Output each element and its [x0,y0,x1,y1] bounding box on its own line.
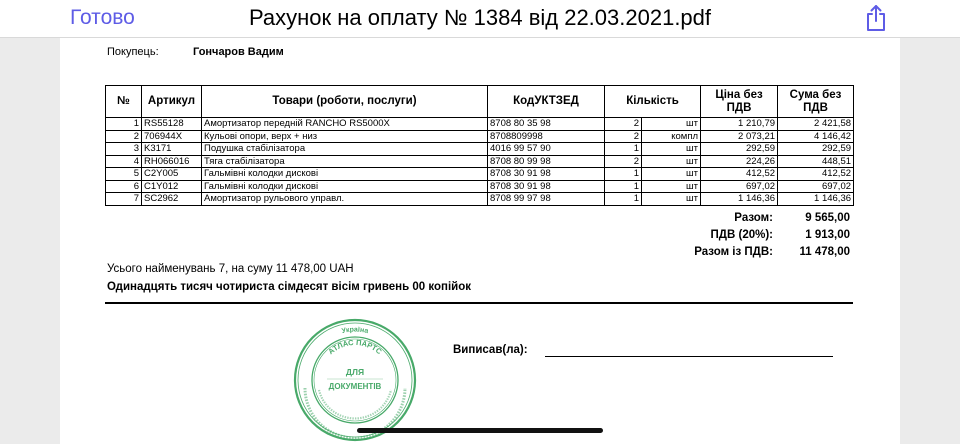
total-with-vat-value: 11 478,00 [799,246,850,258]
cell-no: 5 [106,168,142,181]
table-row [106,130,854,143]
cell-qty: 1 [605,193,642,206]
cell-qty: 2 [605,118,642,131]
cell-code: 4016 99 57 90 [488,143,605,156]
cell-no: 4 [106,155,142,168]
header-sum: Сума без ПДВ [778,86,854,118]
cell-article: SC2962 [142,193,202,206]
cell-no: 6 [106,180,142,193]
cell-price: 1 210,79 [701,118,778,131]
stamp-center-line2: ДОКУМЕНТІВ [328,382,382,391]
cell-sum: 697,02 [778,180,854,193]
cell-article: C2Y005 [142,168,202,181]
cell-unit: шт [642,180,701,193]
invoice-table [105,85,854,206]
header-goods: Товари (роботи, послуги) [202,86,488,118]
total-with-vat-label: Разом із ПДВ: [694,246,773,258]
cell-sum: 4 146,42 [778,130,854,143]
cell-qty: 1 [605,143,642,156]
done-button[interactable]: Готово [70,6,135,29]
cell-price: 697,02 [701,180,778,193]
header-no: № [106,86,142,118]
cell-sum: 2 421,58 [778,118,854,131]
cell-sum: 448,51 [778,155,854,168]
cell-article: C1Y012 [142,180,202,193]
cell-goods: Амортизатор рульового управл. [202,193,488,206]
vat-row [620,227,850,244]
total-label: Разом: [734,212,773,224]
stamp-top-text [341,326,369,335]
cell-code: 8708 80 35 98 [488,118,605,131]
cell-goods: Кульові опори, верх + низ [202,130,488,143]
stamp-ring-text-path: АТЛАС ПАРТС [326,337,384,357]
cell-article: 706944X [142,130,202,143]
cell-unit: шт [642,155,701,168]
vat-value: 1 913,00 [805,229,850,241]
header-code: КодУКТЗЕД [488,86,605,118]
buyer-label: Покупець: [107,46,159,58]
amount-in-words: Одинадцять тисяч чотириста сімдесят вісім гривень 00 копійок [107,281,472,293]
table-header-row [106,86,854,118]
cell-goods: Подушка стабілізатора [202,143,488,156]
cell-qty: 2 [605,130,642,143]
totals-block [620,210,850,261]
cell-no: 2 [106,130,142,143]
cell-article: RS55128 [142,118,202,131]
cell-goods: Амортизатор передній RANCHO RS5000X [202,118,488,131]
cell-sum: 292,59 [778,143,854,156]
items-summary: Усього найменувань 7, на суму 11 478,00 UAH [107,263,354,275]
cell-price: 224,26 [701,155,778,168]
cell-code: 8708809998 [488,130,605,143]
cell-price: 412,52 [701,168,778,181]
vat-label: ПДВ (20%): [710,229,773,241]
cell-article: K3171 [142,143,202,156]
signature-label: Виписав(ла): [453,344,528,356]
cell-sum: 412,52 [778,168,854,181]
cell-code: 8708 30 91 98 [488,180,605,193]
cell-code: 8708 80 99 98 [488,155,605,168]
cell-goods: Тяга стабілізатора [202,155,488,168]
cell-goods: Гальмівні колодки дискові [202,180,488,193]
company-stamp [293,318,417,442]
cell-code: 8708 30 91 98 [488,168,605,181]
cell-unit: шт [642,193,701,206]
pdf-page[interactable] [60,38,900,444]
table-row [106,155,854,168]
table-row [106,143,854,156]
header-quantity: Кількість [605,86,701,118]
signature-line [545,356,833,357]
stamp-center-line1: ДЛЯ [345,367,365,377]
cell-no: 3 [106,143,142,156]
cell-price: 2 073,21 [701,130,778,143]
cell-qty: 2 [605,155,642,168]
table-row [106,193,854,206]
buyer-name: Гончаров Вадим [193,46,284,58]
header-article: Артикул [142,86,202,118]
table-row [106,168,854,181]
cell-article: RH066016 [142,155,202,168]
cell-price: 1 146,36 [701,193,778,206]
share-button[interactable] [863,3,889,33]
total-with-vat-row [620,244,850,261]
stamp-top-text-path: Україна [341,326,369,336]
table-row [106,180,854,193]
cell-unit: компл [642,130,701,143]
cell-unit: шт [642,118,701,131]
cell-sum: 1 146,36 [778,193,854,206]
cell-code: 8708 99 97 98 [488,193,605,206]
stamp-ring-text [326,338,384,357]
home-indicator[interactable] [357,428,603,433]
cell-qty: 1 [605,168,642,181]
divider [105,302,853,304]
cell-qty: 1 [605,180,642,193]
header-price: Ціна без ПДВ [701,86,778,118]
cell-price: 292,59 [701,143,778,156]
total-row [620,210,850,227]
table-row [106,118,854,131]
document-title: Рахунок на оплату № 1384 від 22.03.2021.pdf [248,5,712,30]
navigation-bar [0,0,960,38]
cell-goods: Гальмівні колодки дискові [202,168,488,181]
cell-no: 7 [106,193,142,206]
cell-unit: шт [642,143,701,156]
cell-no: 1 [106,118,142,131]
total-value: 9 565,00 [805,212,850,224]
cell-unit: шт [642,168,701,181]
share-icon [863,3,889,33]
